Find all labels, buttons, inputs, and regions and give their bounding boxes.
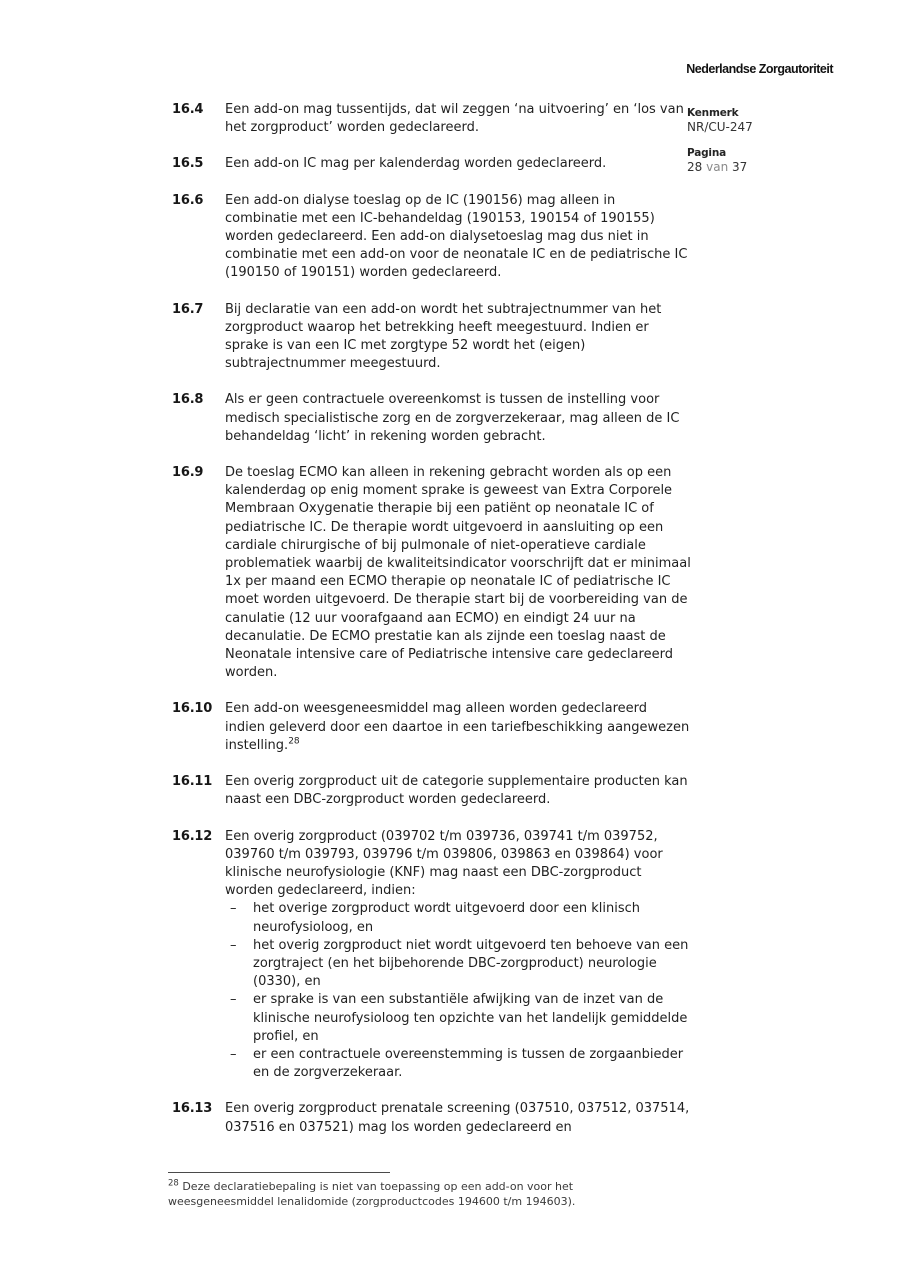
bullet-text: er sprake is van een substantiële afwijking van de inzet van de klinische neurofysioloog ten opzichte van het landelijk gemiddelde profiel, en — [253, 992, 688, 1044]
bullet-dash: – — [230, 1046, 237, 1062]
section-body — [225, 391, 691, 446]
bullet-dash: – — [230, 992, 237, 1008]
section-row — [172, 464, 691, 682]
page-total: 37 — [732, 160, 748, 174]
section-text-content: Een add-on mag tussentijds, dat wil zeggen ‘na uitvoering’ en ‘los van het zorgproduct’ worden gedeclareerd. — [225, 102, 684, 136]
pagina-label: Pagina — [687, 147, 726, 159]
footnote-reference: 28 — [288, 736, 300, 747]
section-number: 16.8 — [172, 392, 204, 408]
bullet-list — [225, 900, 691, 1082]
section-row — [172, 773, 691, 809]
brand-header: Nederlandse Zorgautoriteit — [686, 62, 833, 76]
section-body — [225, 700, 691, 755]
kenmerk-value: NR/CU-247 — [687, 120, 753, 134]
section-body — [225, 464, 691, 682]
footnote-separator — [168, 1172, 390, 1173]
section-number: 16.7 — [172, 301, 204, 317]
section-number: 16.12 — [172, 828, 213, 844]
page-separator: van — [706, 160, 729, 174]
section-text — [225, 828, 691, 901]
bullet-text: het overige zorgproduct wordt uitgevoerd door een klinisch neurofysioloog, en — [253, 901, 641, 935]
section-text-content: Een overig zorgproduct uit de categorie supplementaire producten kan naast een DBC-zorgproduct worden gedeclareerd. — [225, 774, 688, 808]
section-number: 16.5 — [172, 156, 204, 172]
section-row — [172, 1100, 691, 1136]
kenmerk-label: Kenmerk — [687, 107, 739, 119]
bullet-text: er een contractuele overeenstemming is tussen de zorgaanbieder en de zorgverzekeraar. — [253, 1046, 684, 1081]
section-text — [225, 101, 691, 137]
bullet-dash: – — [230, 937, 237, 953]
section-text — [225, 773, 691, 809]
section-text-content: Bij declaratie van een add-on wordt het subtrajectnummer van het zorgproduct waarop het betrekking heeft meegestuurd. Indien er sprake is van een IC met zorgtype 52 wordt het (eigen) subtrajectnummer meegestuurd. — [225, 301, 662, 372]
section-body — [225, 301, 691, 374]
bullet-item — [225, 991, 691, 1046]
section-text-content: Een overig zorgproduct prenatale screening (037510, 037512, 037514, 037516 en 037521) mag los worden gedeclareerd en — [225, 1101, 690, 1135]
section-text — [225, 700, 691, 755]
section-body — [225, 828, 691, 1083]
section-row — [172, 155, 691, 173]
section-text — [225, 391, 691, 446]
section-body — [225, 101, 691, 137]
section-row — [172, 192, 691, 283]
footnote-marker: 28 — [168, 1178, 179, 1189]
section-number: 16.4 — [172, 102, 204, 117]
section-number: 16.13 — [172, 1101, 213, 1117]
section-text — [225, 301, 691, 374]
section-text — [225, 155, 691, 173]
section-number: 16.9 — [172, 465, 204, 481]
section-row — [172, 301, 691, 374]
bullet-text: het overig zorgproduct niet wordt uitgevoerd ten behoeve van een zorgtraject (en het bijbehorende DBC-zorgproduct) neurologie (0330), en — [253, 937, 689, 990]
section-body — [225, 773, 691, 809]
section-text-content: Een add-on weesgeneesmiddel mag alleen worden gedeclareerd indien geleverd door een daartoe in een tariefbeschikking aangewezen instelling. — [225, 701, 690, 753]
section-text — [225, 464, 691, 682]
bullet-item — [225, 900, 691, 936]
section-text-content: Een add-on IC mag per kalenderdag worden gedeclareerd. — [225, 156, 607, 172]
section-text-content: De toeslag ECMO kan alleen in rekening gebracht worden als op een kalenderdag op enig moment sprake is geweest van Extra Corporele Membraan Oxygenatie therapie bij een patiënt op neonatale IC of pediatrische IC. De therapie wordt uitgevoerd in aansluiting op een cardiale chirurgische of bij pulmonale of niet-operatieve cardiale problematiek waarbij de kwaliteitsindicator voorschrijft dat er minimaal 1x per maand een ECMO therapie op neonatale IC of pediatrische IC moet worden uitgevoerd. De therapie start bij de voorbereiding van de canulatie (12 uur voorafgaand aan ECMO) en eindigt 24 uur na decanulatie. De ECMO prestatie kan als zijnde een toeslag naast de Neonatale intensive care of Pediatrische intensive care gedeclareerd worden. — [225, 465, 691, 681]
section-number: 16.11 — [172, 774, 213, 790]
footnote — [168, 1179, 608, 1209]
section-row — [172, 391, 691, 446]
bullet-item — [225, 1046, 691, 1082]
section-row — [172, 700, 691, 755]
page-current: 28 — [687, 160, 703, 174]
section-text — [225, 192, 691, 283]
bullet-dash: – — [230, 901, 237, 917]
section-body — [225, 1100, 691, 1136]
section-text-content: Een overig zorgproduct (039702 t/m 039736, 039741 t/m 039752, 039760 t/m 039793, 039796 t/m 039806, 039863 en 039864) voor klinische neurofysiologie (KNF) mag naast een DBC-zorgproduct worden gedeclareerd, indien: — [225, 828, 663, 899]
section-body — [225, 155, 691, 173]
section-number: 16.10 — [172, 701, 213, 717]
meta-sidebar — [687, 106, 847, 186]
pagina-value — [687, 160, 847, 175]
section-number: 16.6 — [172, 192, 204, 208]
section-text — [225, 1100, 691, 1136]
section-text-content: Als er geen contractuele overeenkomst is tussen de instelling voor medisch specialistische zorg en de zorgverzekeraar, mag alleen de IC behandeldag ‘licht’ in rekening worden gebracht. — [225, 392, 680, 444]
sections-container — [172, 101, 691, 1155]
footnote-text: Deze declaratiebepaling is niet van toepassing op een add-on voor het weesgeneesmiddel lenalidomide (zorgproductcodes 194600 t/m 194603). — [168, 1180, 576, 1208]
section-row — [172, 101, 691, 137]
section-text-content: Een add-on dialyse toeslag op de IC (190156) mag alleen in combinatie met een IC-behandeldag (190153, 190154 of 190155) worden gedeclareerd. Een add-on dialysetoeslag mag dus niet in combinatie met een add-on voor de neonatale IC en de pediatrische IC (190150 of 190151) worden gedeclareerd. — [225, 192, 688, 281]
bullet-item — [225, 937, 691, 992]
section-row — [172, 828, 691, 1083]
section-body — [225, 192, 691, 283]
